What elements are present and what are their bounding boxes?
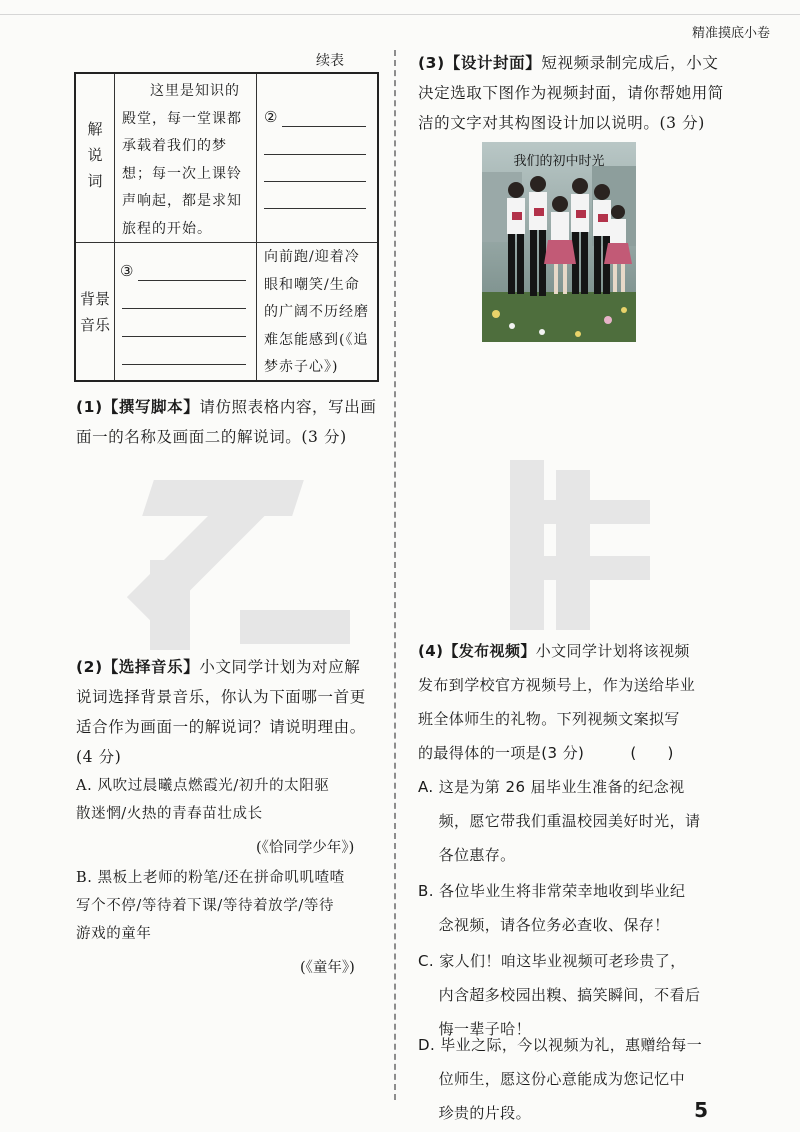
- q2-option-b: B. 黑板上老师的粉笔/还在拼命叽叽喳喳 写个不停/等待着下课/等待着放学/等待 游戏的童年: [76, 870, 345, 942]
- cover-illustration: [482, 142, 636, 342]
- answer-blank-3-line[interactable]: [122, 308, 246, 309]
- video-cover-image: [482, 142, 636, 342]
- row-head-commentary: 解 说 词: [87, 120, 103, 190]
- blank-marker-2: ②: [264, 108, 278, 126]
- q4-option-a: A. 这是为第 26 届毕业生准备的纪念视 频，愿它带我们重温校园美好时光，请 各位惠存。: [418, 778, 701, 864]
- question-1: (1)【撰写脚本】请仿照表格内容，写出画 面一的名称及画面二的解说词。(3 分): [76, 398, 377, 446]
- header-series-label: 精准摸底小卷: [691, 26, 770, 41]
- watermark-shape: [510, 500, 650, 524]
- question-2: (2)【选择音乐】小文同学计划为对应解 说词选择背景音乐，你认为下面哪一首更 适合作为画面一的解说词？请说明理由。 (4 分): [76, 658, 366, 766]
- q2-option-b-source: (《童年》): [300, 960, 355, 976]
- q2-option-a: A. 风吹过晨曦点燃霞光/初升的太阳驱 散迷惘/火热的青春苗壮成长: [76, 778, 330, 822]
- q4-option-d: D. 毕业之际，今以视频为礼，惠赠给每一 位师生，愿这份心意能成为您记忆中 珍贵的片段。: [418, 1036, 703, 1122]
- watermark-shape: [240, 610, 350, 644]
- answer-blank-2-line[interactable]: [282, 126, 366, 127]
- q2-tag: (2)【选择音乐】: [76, 658, 200, 676]
- watermark-shape: [510, 460, 544, 630]
- q4-option-b: B. 各位毕业生将非常荣幸地收到毕业纪 念视频，请各位务必查收、保存！: [418, 882, 686, 934]
- q1-tag: (1)【撰写脚本】: [76, 398, 200, 416]
- blank-marker-3: ③: [120, 262, 134, 280]
- row-head-bgm: 背景 音乐: [79, 290, 110, 334]
- table-continued-label: 续表: [316, 53, 344, 69]
- page-number: 5: [694, 1098, 708, 1122]
- watermark-shape: [556, 470, 590, 630]
- answer-blank-2-line[interactable]: [264, 208, 366, 209]
- answer-blank-2-line[interactable]: [264, 181, 366, 182]
- answer-blank-3-line[interactable]: [138, 280, 246, 281]
- question-4: (4)【发布视频】小文同学计划将该视频 发布到学校官方视频号上，作为送给毕业 班全体师生的礼物。下列视频文案拟写 的最得体的一项是(3 分) ( ): [418, 642, 696, 762]
- header-rule: [0, 14, 800, 15]
- q3-tag: (3)【设计封面】: [418, 54, 542, 72]
- question-3: (3)【设计封面】短视频录制完成后，小文 决定选取下图作为视频封面，请你帮她用简 洁的文字对其构图设计加以说明。(3 分): [418, 54, 724, 132]
- answer-blank-3-line[interactable]: [122, 336, 246, 337]
- bgm-lyrics-text: 向前跑/迎着冷 眼和嘲笑/生命 的广阔不历经磨 难怎能感到(《追 梦赤子心》): [264, 249, 369, 375]
- commentary-text: 这里是知识的 殿堂，每一堂课都 承载着我们的梦 想；每一次上课铃 声响起，都是求知 旅程的开始。: [122, 83, 242, 237]
- watermark-shape: [510, 556, 650, 580]
- column-divider: [394, 50, 396, 1100]
- watermark-shape: [150, 560, 190, 650]
- q4-option-c: C. 家人们！咱这毕业视频可老珍贵了， 内含超多校园出糗、搞笑瞬间，不看后 悔一辈子哈！: [418, 952, 701, 1038]
- cover-title: 我们的初中时光: [513, 154, 605, 169]
- script-table: [74, 72, 379, 382]
- q4-tag: (4)【发布视频】: [418, 642, 536, 660]
- q2-option-a-source: (《恰同学少年》): [256, 840, 355, 856]
- answer-blank-2-line[interactable]: [264, 154, 366, 155]
- answer-blank-3-line[interactable]: [122, 364, 246, 365]
